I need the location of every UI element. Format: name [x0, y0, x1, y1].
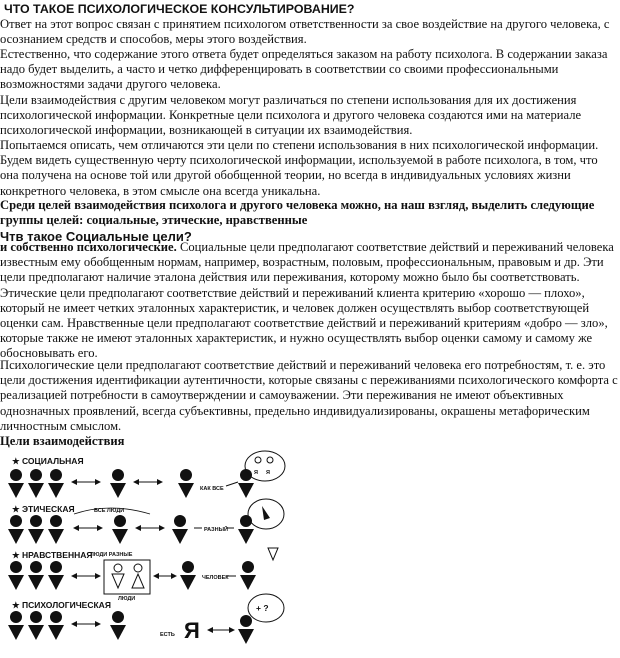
people-frame: [104, 560, 150, 594]
person-icon: [8, 515, 24, 544]
paragraph-responsibility: Ответ на этот вопрос связан с принятием психологом ответственности за свое воздействие на другого человека, с осознанием средств и способов, меры этого воздействия.: [0, 17, 610, 47]
person-icon: [238, 615, 254, 644]
note-people-different: ЛЮДИ РАЗНЫЕ: [90, 552, 133, 558]
star-icon: ★: [12, 600, 20, 610]
row-label-ethical: ЭТИЧЕСКАЯ: [22, 504, 75, 514]
row-label-social: СОЦИАЛЬНАЯ: [22, 456, 84, 466]
person-icon: [8, 469, 24, 498]
star-icon: ★: [12, 550, 20, 560]
person-icon: [8, 561, 24, 590]
person-icon: [28, 611, 44, 640]
paragraph-psychological-goals: Психологические цели предполагают соответствие действий и переживаний человека его потребностям, т. е. это цели достижения идентификации аутентичности, которые связаны с переживаниями психологического комфорта с реализацией потребности в самоутверждении и самоуважении. Эти переживания не имеют объективных однозначных проявлений, всегда субъективны, предельно индивидуализированы, окрашены метафорическим личностным смыслом.: [0, 358, 618, 433]
paragraph-order: Естественно, что содержание этого ответа будет определяться заказом на работу психолога. В содержании заказа надо будет выделить, а часто и четко дифференцировать в соответствии со своими профессиональными возможностями задачи другого человека.: [0, 47, 608, 92]
goal-types-text: Социальные цели предполагают соответствие действий и переживаний человека известным ему обобщенным нормам, например, возрастным, половым, профессиональным, правовым и др. Эти цели предполагают наличие эталона действия или переживания, которому можно было бы соответствовать. Этические цели предполагают соответствие действий и переживаний клиента критерию «хорошо — плохо», который не имеет четких эталонных характеристик, и человек должен осуществлять выбор соответствующей оценки сам. Нравственные цели предполагают соответствие действий и переживаний критериям «добро — зло», которые также не имеют эталонных характеристик, и нужно осуществлять выбор оценки самому и самому же обосновывать его.: [0, 240, 614, 361]
ya-label: Я: [254, 470, 258, 476]
thought-bubble-icon: [245, 451, 285, 481]
plus-minus-label: + ?: [256, 603, 269, 613]
person-icon: [48, 515, 64, 544]
person-icon: [110, 469, 126, 498]
person-icon: [240, 561, 256, 590]
row-label-moral: НРАВСТВЕННАЯ: [22, 550, 93, 560]
note-people: ЛЮДИ: [118, 596, 136, 602]
person-icon: [48, 469, 64, 498]
ya-label: Я: [266, 470, 270, 476]
person-icon: [180, 561, 196, 590]
person-icon: [48, 561, 64, 590]
diagram-row-ethical: [8, 499, 284, 544]
row-label-psychological: ПСИХОЛОГИЧЕСКАЯ: [22, 600, 111, 610]
paragraph-goal-types: [0, 240, 618, 362]
note-moral: ЧЕЛОВЕК: [202, 575, 229, 581]
triangle-icon: [268, 548, 278, 560]
paragraph-information: Попытаемся описать, чем отличаются эти цели по степени использования в них психологической информации. Будем видеть существенную черту психологической информации, используемой в работе психолога, в том, что она получена на основе той или другой обобщенной теории, но всегда в индивидуальных условиях жизни конкретного человека, в этом смысле она всегда уникальна.: [0, 138, 599, 198]
diagram-row-moral: [8, 548, 278, 602]
person-icon: [8, 611, 24, 640]
person-icon: [172, 515, 188, 544]
psychological-lead: и собственно психологические.: [0, 240, 177, 254]
person-icon: [238, 515, 254, 544]
diagram-row-psychological: [8, 594, 284, 644]
person-icon: [28, 561, 44, 590]
person-icon: [110, 611, 126, 640]
note-social: КАК ВСЕ: [200, 486, 224, 492]
person-icon: [178, 469, 194, 498]
note-psychological: ЕСТЬ: [160, 632, 175, 638]
person-icon: [112, 515, 128, 544]
person-icon: [28, 515, 44, 544]
person-icon: [28, 469, 44, 498]
note-ethical: РАЗНЫЙ: [204, 527, 228, 533]
diagram-caption: Цели взаимодействия: [0, 434, 125, 448]
star-icon: ★: [12, 504, 20, 514]
page-title: ЧТО ТАКОЕ ПСИХОЛОГИЧЕСКОЕ КОНСУЛЬТИРОВАНИЕ?: [4, 2, 355, 16]
heading-social-goals: Чтв такое Социальные цели?: [0, 229, 192, 244]
star-icon: ★: [12, 456, 20, 466]
ya-label-large: Я: [184, 618, 200, 643]
heading-goal-groups: Среди целей взаимодействия психолога и другого человека можно, на наш взгляд, выделить следующие группы целей: социальные, этические, нравственные: [0, 198, 595, 228]
interaction-goals-diagram: [0, 448, 300, 658]
person-icon: [48, 611, 64, 640]
diagram-row-social: [8, 451, 285, 498]
note-all-people: ВСЕ ЛЮДИ: [94, 508, 125, 514]
person-icon: [238, 469, 254, 498]
paragraph-goals: Цели взаимодействия с другим человеком могут различаться по степени использования для их достижения психологической информации. Конкретные цели психолога и другого человека создаются ими на материале психологической информации, возникающей в ситуации их взаимодействия.: [0, 93, 582, 138]
